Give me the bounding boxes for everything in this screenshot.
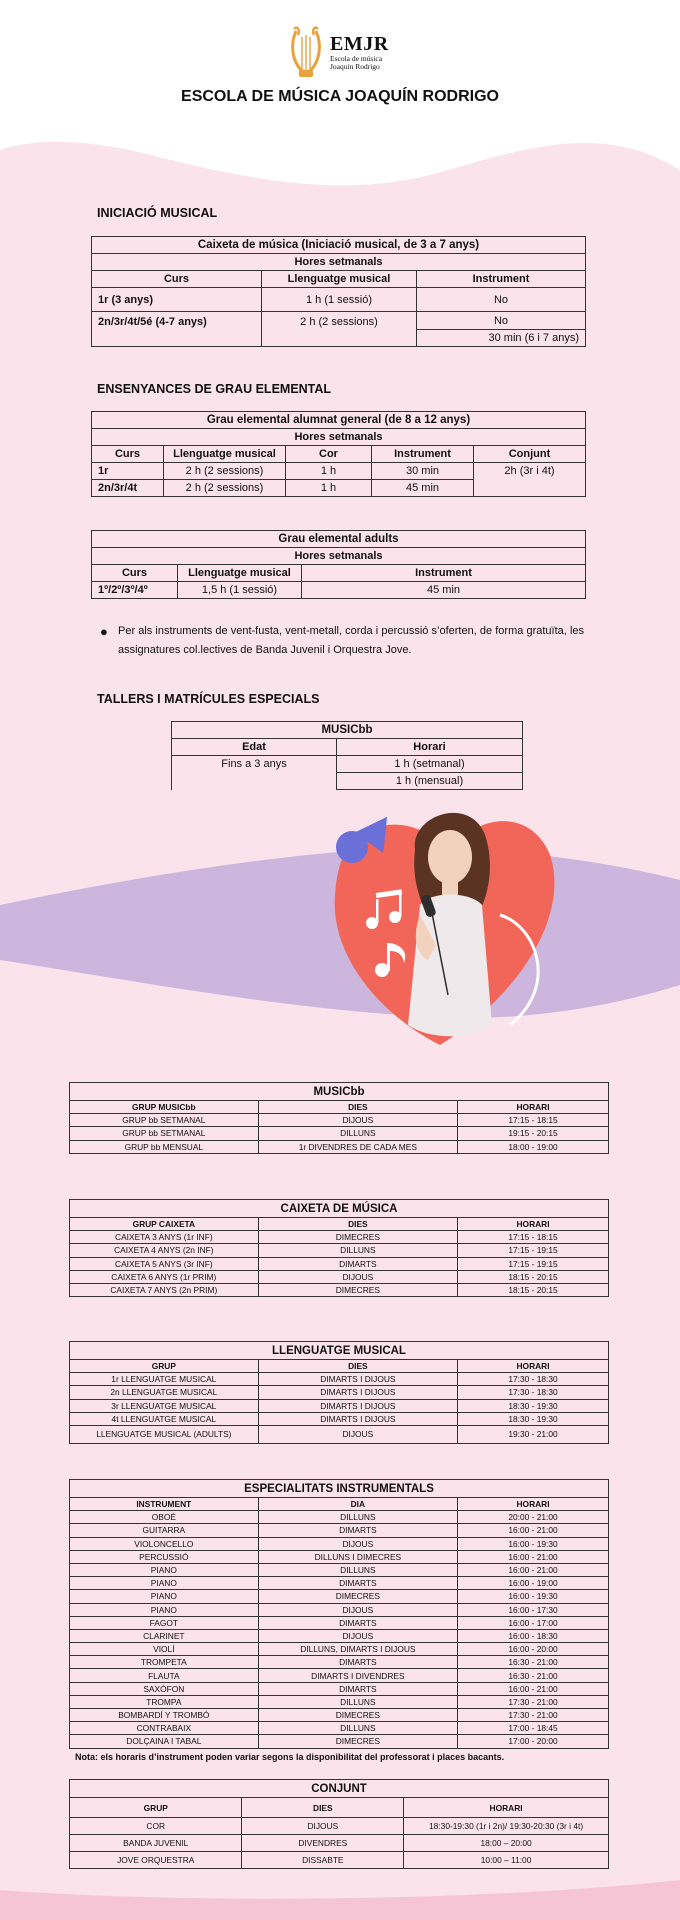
table-row — [70, 1643, 609, 1656]
table-cell: 16:00 - 17:00 — [458, 1616, 609, 1629]
table-cell: 16:00 - 20:00 — [458, 1643, 609, 1656]
table-row — [70, 1231, 609, 1244]
table-cell: DIMARTS — [258, 1682, 457, 1695]
table-cell: LLENGUATGE MUSICAL (ADULTS) — [70, 1425, 259, 1443]
column-header: Curs — [92, 271, 262, 288]
table-cell: 45 min — [372, 480, 474, 497]
table-row — [70, 1616, 609, 1629]
table-cell: CLARINET — [70, 1629, 259, 1642]
table-row — [70, 1563, 609, 1576]
column-header: Conjunt — [474, 446, 586, 463]
table-row — [92, 312, 586, 330]
table-cell: DILLUNS, DIMARTS I DIJOUS — [258, 1643, 457, 1656]
llenguatge-schedule-table — [69, 1341, 609, 1444]
table-row — [70, 1283, 609, 1296]
table-cell: DIMARTS — [258, 1616, 457, 1629]
table-caption: CAIXETA DE MÚSICA — [70, 1200, 609, 1218]
section-title-tallers: TALLERS I MATRÍCULES ESPECIALS — [97, 692, 320, 706]
table-cell: 17:15 - 19:15 — [458, 1257, 609, 1270]
logo-sub-line2: Joaquín Rodrigo — [330, 61, 380, 71]
column-header: Curs — [92, 446, 164, 463]
column-header: DIA — [258, 1498, 457, 1511]
table-cell: CAIXETA 5 ANYS (3r INF) — [70, 1257, 259, 1270]
table-row — [92, 288, 586, 312]
table-row — [70, 1399, 609, 1412]
table-cell: DIMARTS I DIVENDRES — [258, 1669, 457, 1682]
table-cell: GRUP bb SETMANAL — [70, 1114, 259, 1127]
column-header: Curs — [92, 565, 178, 582]
table-cell: 16:00 - 19:00 — [458, 1577, 609, 1590]
table-cell: 17:15 - 18:15 — [458, 1114, 609, 1127]
table-cell: 16:00 - 21:00 — [458, 1682, 609, 1695]
table-row — [70, 1835, 609, 1852]
table-cell: DIMECRES — [258, 1735, 457, 1748]
conjunt-schedule-table — [69, 1779, 609, 1869]
iniciacio-table — [91, 236, 586, 347]
especialitats-schedule-table — [69, 1479, 609, 1749]
table-cell: DILLUNS — [258, 1695, 457, 1708]
table-cell: DIMARTS I DIJOUS — [258, 1399, 457, 1412]
column-header: HORARI — [458, 1498, 609, 1511]
column-header: Llenguatge musical — [262, 271, 417, 288]
table-cell: 16:30 - 21:00 — [458, 1656, 609, 1669]
table-cell: DIJOUS — [258, 1603, 457, 1616]
column-header: GRUP — [70, 1798, 242, 1818]
column-header: GRUP MUSICbb — [70, 1101, 259, 1114]
table-cell: PIANO — [70, 1603, 259, 1616]
table-row — [70, 1629, 609, 1642]
table-cell: 1 h — [286, 463, 372, 480]
table-cell: 16:00 - 21:00 — [458, 1550, 609, 1563]
table-cell: 1r — [92, 463, 164, 480]
tallers-table — [171, 721, 523, 790]
table-cell: JOVE ORQUESTRA — [70, 1852, 242, 1869]
page-title: ESCOLA DE MÚSICA JOAQUÍN RODRIGO — [181, 88, 499, 105]
table-cell: Fins a 3 anys — [172, 756, 337, 790]
column-header: GRUP — [70, 1360, 259, 1373]
table-cell: 2 h (2 sessions) — [164, 480, 286, 497]
table-cell: PIANO — [70, 1563, 259, 1576]
column-header: HORARI — [458, 1218, 609, 1231]
table-row — [70, 1577, 609, 1590]
table-cell: 17:30 - 21:00 — [458, 1695, 609, 1708]
table-cell: CAIXETA 4 ANYS (2n INF) — [70, 1244, 259, 1257]
table-row — [70, 1386, 609, 1399]
table-cell: No — [417, 312, 586, 330]
table-cell: 16:00 - 19:30 — [458, 1537, 609, 1550]
table-cell: DOLÇAINA I TABAL — [70, 1735, 259, 1748]
table-cell: DILLUNS — [258, 1127, 457, 1140]
table-row — [70, 1114, 609, 1127]
table-cell: DILLUNS — [258, 1563, 457, 1576]
adults-table — [91, 530, 586, 599]
table-row — [70, 1127, 609, 1140]
table-cell: 1r (3 anys) — [92, 288, 262, 312]
table-cell: GRUP bb SETMANAL — [70, 1127, 259, 1140]
table-cell: 3r LLENGUATGE MUSICAL — [70, 1399, 259, 1412]
column-header: Llenguatge musical — [178, 565, 302, 582]
table-cell: DIJOUS — [258, 1537, 457, 1550]
table-cell: BOMBARDÍ Y TROMBÓ — [70, 1709, 259, 1722]
bullet-note — [100, 622, 584, 660]
column-header: HORARI — [458, 1360, 609, 1373]
table-cell: DIMARTS — [258, 1577, 457, 1590]
table-cell: 16:00 - 21:00 — [458, 1563, 609, 1576]
table-cell: TROMPETA — [70, 1656, 259, 1669]
table-cell: 2h (3r i 4t) — [474, 463, 586, 497]
table-row — [172, 756, 523, 773]
column-header: HORARI — [404, 1798, 609, 1818]
table-row — [70, 1550, 609, 1563]
table-cell: 18:30 - 19:30 — [458, 1412, 609, 1425]
table-row — [70, 1524, 609, 1537]
table-row — [70, 1735, 609, 1748]
bullet-dot-icon: ● — [100, 624, 108, 639]
table-cell: 17:30 - 18:30 — [458, 1373, 609, 1386]
table-caption: MUSICbb — [70, 1083, 609, 1101]
bullet-text: Per als instruments de vent-fusta, vent-metall, corda i percussió s’oferten, de forma gratuïta, les assignatures col.lectives de Banda Juvenil i Orquestra Jove. — [118, 625, 584, 656]
table-row — [70, 1656, 609, 1669]
section-title-iniciacio: INICIACIÓ MUSICAL — [97, 206, 218, 220]
table-cell: BANDA JUVENIL — [70, 1835, 242, 1852]
table-cell: 2 h (2 sessions) — [164, 463, 286, 480]
table-cell: 17:15 - 19:15 — [458, 1244, 609, 1257]
table-cell: DIMECRES — [258, 1231, 457, 1244]
table-cell: 17:00 - 18:45 — [458, 1722, 609, 1735]
table-subcaption: Hores setmanals — [92, 548, 586, 565]
table-cell: SAXÒFON — [70, 1682, 259, 1695]
table-row — [70, 1257, 609, 1270]
table-caption: CONJUNT — [70, 1780, 609, 1798]
lyre-icon — [286, 23, 326, 81]
table-cell: 1º/2º/3º/4º — [92, 582, 178, 599]
table-row — [70, 1852, 609, 1869]
table-row — [92, 463, 586, 480]
table-cell: DIMARTS — [258, 1656, 457, 1669]
table-cell: 30 min (6 i 7 anys) — [417, 330, 586, 347]
column-header: Llenguatge musical — [164, 446, 286, 463]
table-caption: LLENGUATGE MUSICAL — [70, 1342, 609, 1360]
table-subcaption: Hores setmanals — [92, 429, 586, 446]
table-cell: PIANO — [70, 1577, 259, 1590]
table-cell: 16:00 - 19:30 — [458, 1590, 609, 1603]
table-caption: Grau elemental adults — [92, 531, 586, 548]
column-header: Instrument — [302, 565, 586, 582]
table-cell: TROMPA — [70, 1695, 259, 1708]
table-cell: 16:00 - 17:30 — [458, 1603, 609, 1616]
table-row — [70, 1244, 609, 1257]
table-cell: GUITARRA — [70, 1524, 259, 1537]
column-header: DIES — [242, 1798, 404, 1818]
table-cell: 16:00 - 21:00 — [458, 1524, 609, 1537]
table-row — [70, 1818, 609, 1835]
table-cell: 18:15 - 20:15 — [458, 1283, 609, 1296]
table-row — [70, 1511, 609, 1524]
column-header: Edat — [172, 739, 337, 756]
table-cell: VIOLONCELLO — [70, 1537, 259, 1550]
table-cell: DILLUNS I DIMECRES — [258, 1550, 457, 1563]
table-caption: MUSICbb — [172, 722, 523, 739]
table-cell: DIMECRES — [258, 1590, 457, 1603]
table-row — [70, 1270, 609, 1283]
table-cell: DILLUNS — [258, 1244, 457, 1257]
table-cell: 4t LLENGUATGE MUSICAL — [70, 1412, 259, 1425]
table-cell: CONTRABAIX — [70, 1722, 259, 1735]
table-cell: DIMARTS I DIJOUS — [258, 1412, 457, 1425]
table-cell: CAIXETA 3 ANYS (1r INF) — [70, 1231, 259, 1244]
table-cell: 18:15 - 20:15 — [458, 1270, 609, 1283]
table-cell: 1r LLENGUATGE MUSICAL — [70, 1373, 259, 1386]
table-caption: Grau elemental alumnat general (de 8 a 12 anys) — [92, 412, 586, 429]
table-cell: 10:00 – 11:00 — [404, 1852, 609, 1869]
table-cell: DILLUNS — [258, 1722, 457, 1735]
column-header: Horari — [337, 739, 523, 756]
table-cell: DILLUNS — [258, 1511, 457, 1524]
table-cell: 2n/3r/4t — [92, 480, 164, 497]
table-subcaption: Hores setmanals — [92, 254, 586, 271]
table-cell: No — [417, 288, 586, 312]
girl-singing-illustration — [320, 795, 570, 1055]
column-header: Instrument — [417, 271, 586, 288]
table-row — [92, 582, 586, 599]
table-cell: 2 h (2 sessions) — [262, 312, 417, 347]
table-cell: 1r DIVENDRES DE CADA MES — [258, 1140, 457, 1153]
table-cell: DIJOUS — [242, 1818, 404, 1835]
elemental-table — [91, 411, 586, 497]
table-cell: FLAUTA — [70, 1669, 259, 1682]
table-cell: DIMECRES — [258, 1709, 457, 1722]
schedule-note: Nota: els horaris d’instrument poden variar segons la disponibilitat del professorat i places bacants. — [75, 1752, 505, 1762]
table-cell: 16:00 - 18:30 — [458, 1629, 609, 1642]
table-cell: 45 min — [302, 582, 586, 599]
table-row — [70, 1537, 609, 1550]
table-cell: DIJOUS — [258, 1425, 457, 1443]
logo-name: EMJR — [330, 32, 389, 55]
table-cell: 1 h (setmanal) — [337, 756, 523, 773]
table-cell: CAIXETA 6 ANYS (1r PRIM) — [70, 1270, 259, 1283]
table-row — [70, 1722, 609, 1735]
column-header: Cor — [286, 446, 372, 463]
table-row — [70, 1695, 609, 1708]
table-row — [70, 1412, 609, 1425]
table-cell: 20:00 - 21:00 — [458, 1511, 609, 1524]
table-cell: PERCUSSIÓ — [70, 1550, 259, 1563]
table-caption: Caixeta de música (Iniciació musical, de 3 a 7 anys) — [92, 237, 586, 254]
table-cell: 17:00 - 20:00 — [458, 1735, 609, 1748]
table-cell: GRUP bb MENSUAL — [70, 1140, 259, 1153]
table-cell: DIMARTS — [258, 1524, 457, 1537]
table-cell: DIMECRES — [258, 1283, 457, 1296]
table-cell: 18:30-19:30 (1r i 2n)/ 19:30-20:30 (3r i 4t) — [404, 1818, 609, 1835]
table-cell: DIMARTS I DIJOUS — [258, 1373, 457, 1386]
table-cell: DIMARTS I DIJOUS — [258, 1386, 457, 1399]
table-row — [70, 1669, 609, 1682]
table-cell: 17:30 - 18:30 — [458, 1386, 609, 1399]
table-caption: ESPECIALITATS INSTRUMENTALS — [70, 1480, 609, 1498]
section-title-elemental: ENSENYANCES DE GRAU ELEMENTAL — [97, 382, 332, 396]
table-cell: 18:30 - 19:30 — [458, 1399, 609, 1412]
table-cell: 18:00 - 19:00 — [458, 1140, 609, 1153]
table-cell: 1 h (1 sessió) — [262, 288, 417, 312]
table-cell: 17:15 - 18:15 — [458, 1231, 609, 1244]
table-row — [70, 1425, 609, 1443]
table-row — [70, 1373, 609, 1386]
school-logo — [286, 22, 426, 82]
table-cell: COR — [70, 1818, 242, 1835]
musicbb-schedule-table — [69, 1082, 609, 1154]
column-header: DIES — [258, 1360, 457, 1373]
table-cell: PIANO — [70, 1590, 259, 1603]
column-header: Instrument — [372, 446, 474, 463]
table-cell: 30 min — [372, 463, 474, 480]
table-cell: 19:15 - 20:15 — [458, 1127, 609, 1140]
table-cell: 16:30 - 21:00 — [458, 1669, 609, 1682]
column-header: GRUP CAIXETA — [70, 1218, 259, 1231]
table-row — [70, 1140, 609, 1153]
caixeta-schedule-table — [69, 1199, 609, 1297]
table-cell: FAGOT — [70, 1616, 259, 1629]
girl-figure — [408, 813, 492, 1036]
table-row — [70, 1590, 609, 1603]
table-cell: DIJOUS — [258, 1270, 457, 1283]
table-cell: DIVENDRES — [242, 1835, 404, 1852]
logo-sub-line1: Escola de música — [330, 53, 383, 63]
table-cell: DIMARTS — [258, 1257, 457, 1270]
table-row — [70, 1682, 609, 1695]
table-cell: DIJOUS — [258, 1629, 457, 1642]
table-cell: 2n LLENGUATGE MUSICAL — [70, 1386, 259, 1399]
column-header: DIES — [258, 1218, 457, 1231]
table-cell: 1 h — [286, 480, 372, 497]
table-cell: VIOLÍ — [70, 1643, 259, 1656]
table-cell: OBOÉ — [70, 1511, 259, 1524]
column-header: HORARI — [458, 1101, 609, 1114]
table-row — [70, 1709, 609, 1722]
table-cell: 1 h (mensual) — [337, 773, 523, 790]
column-header: DIES — [258, 1101, 457, 1114]
table-cell: 2n/3r/4t/5é (4-7 anys) — [92, 312, 262, 347]
table-cell: 1,5 h (1 sessió) — [178, 582, 302, 599]
table-cell: 18:00 – 20:00 — [404, 1835, 609, 1852]
table-cell: DISSABTE — [242, 1852, 404, 1869]
column-header: INSTRUMENT — [70, 1498, 259, 1511]
table-row — [70, 1603, 609, 1616]
table-cell: CAIXETA 7 ANYS (2n PRIM) — [70, 1283, 259, 1296]
table-cell: 19:30 - 21:00 — [458, 1425, 609, 1443]
table-cell: 17:30 - 21:00 — [458, 1709, 609, 1722]
table-cell: DIJOUS — [258, 1114, 457, 1127]
